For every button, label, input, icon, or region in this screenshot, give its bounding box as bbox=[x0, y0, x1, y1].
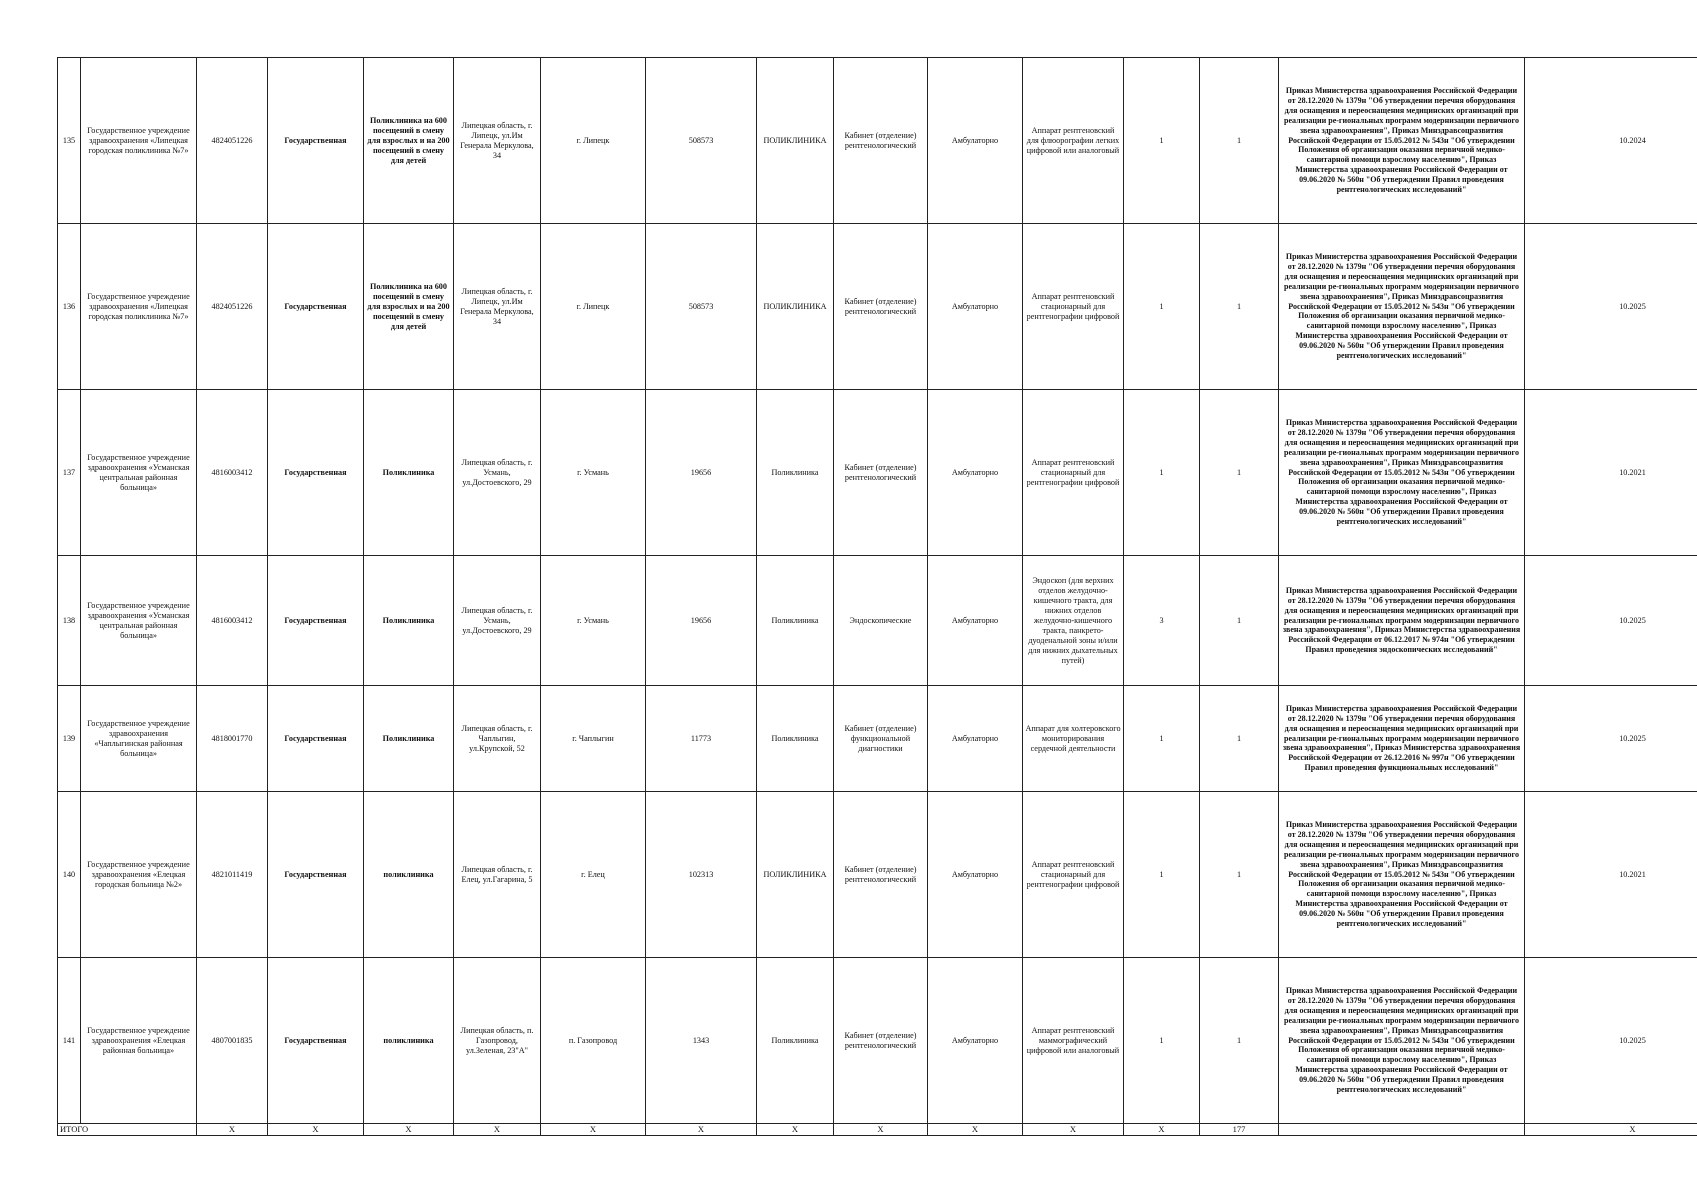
inn-cell: 4816003412 bbox=[197, 556, 268, 686]
legal-basis-cell: Приказ Министерства здравоохранения Российской Федерации от 28.12.2020 № 1379н "Об утверждении перечня оборудования для оснащения и переоснащения медицинских организаций при реализации ре-гиональных программ модернизации первичного звена здравоохранения", Приказ Минздравсоцразвития Российской Федерации от 15.05.2012 № 543н "Об утверждении Положения об организации оказания первичной медико-санитарной помощи взрослому населению", Приказ Министерства здравоохранения Российской Федерации от 09.06.2020 № 560н "Об утверждении Правил проведения рентгенологических исследований" bbox=[1279, 224, 1525, 390]
row-number: 136 bbox=[58, 224, 81, 390]
address-cell: Липецкая область, п. Газопровод, ул.Зеленая, 23"А" bbox=[454, 958, 541, 1124]
department-cell: Кабинет (отделение) рентгенологический bbox=[834, 958, 928, 1124]
care-form-cell: Амбулаторно bbox=[928, 58, 1023, 224]
date-cell: 10.2021 bbox=[1525, 390, 1697, 556]
organization-name: Государственное учреждение здравоохранения «Липецкая городская поликлиника №7» bbox=[81, 224, 197, 390]
total-care-form: X bbox=[928, 1124, 1023, 1136]
inn-cell: 4821011419 bbox=[197, 792, 268, 958]
facility-type-cell: Поликлиника bbox=[364, 556, 454, 686]
row-number: 137 bbox=[58, 390, 81, 556]
total-label: ИТОГО bbox=[58, 1124, 197, 1136]
row-number: 141 bbox=[58, 958, 81, 1124]
care-form-cell: Амбулаторно bbox=[928, 390, 1023, 556]
ownership-cell: Государственная bbox=[268, 686, 364, 792]
ownership-cell: Государственная bbox=[268, 958, 364, 1124]
total-unit-type: X bbox=[757, 1124, 834, 1136]
locality-cell: г. Липецк bbox=[541, 224, 646, 390]
quantity-a-cell: 1 bbox=[1124, 958, 1200, 1124]
row-number: 135 bbox=[58, 58, 81, 224]
legal-basis-cell: Приказ Министерства здравоохранения Российской Федерации от 28.12.2020 № 1379н "Об утверждении перечня оборудования для оснащения и переоснащения медицинских организаций при реализации ре-гиональных программ модернизации первичного звена здравоохранения", Приказ Минздравсоцразвития Российской Федерации от 15.05.2012 № 543н "Об утверждении Положения об организации оказания первичной медико-санитарной помощи взрослому населению", Приказ Министерства здравоохранения Российской Федерации от 09.06.2020 № 560н "Об утверждении Правил проведения рентгенологических исследований" bbox=[1279, 58, 1525, 224]
inn-cell: 4824051226 bbox=[197, 58, 268, 224]
population-cell: 19656 bbox=[646, 556, 757, 686]
population-cell: 102313 bbox=[646, 792, 757, 958]
document-sheet bbox=[57, 57, 1646, 1136]
date-cell: 10.2024 bbox=[1525, 58, 1697, 224]
ownership-cell: Государственная bbox=[268, 58, 364, 224]
quantity-a-cell: 1 bbox=[1124, 390, 1200, 556]
total-qty-a: X bbox=[1124, 1124, 1200, 1136]
locality-cell: г. Усмань bbox=[541, 390, 646, 556]
unit-type-cell: Поликлиника bbox=[757, 686, 834, 792]
date-cell: 10.2025 bbox=[1525, 556, 1697, 686]
facility-type-cell: поликлиника bbox=[364, 958, 454, 1124]
equipment-cell: Эндоскоп (для верхних отделов желудочно-кишечного тракта, для нижних отделов желудочно-кишечного тракта, панкрето-дуоденальной зоны и/или для нижних дыхательных путей) bbox=[1023, 556, 1124, 686]
table-body bbox=[58, 58, 1697, 1124]
locality-cell: г. Чаплыгин bbox=[541, 686, 646, 792]
total-facility: X bbox=[364, 1124, 454, 1136]
equipment-table bbox=[57, 57, 1697, 1136]
unit-type-cell: ПОЛИКЛИНИКА bbox=[757, 58, 834, 224]
unit-type-cell: Поликлиника bbox=[757, 556, 834, 686]
table-row bbox=[58, 556, 1697, 686]
total-department: X bbox=[834, 1124, 928, 1136]
locality-cell: г. Липецк bbox=[541, 58, 646, 224]
row-number: 138 bbox=[58, 556, 81, 686]
facility-type-cell: Поликлиника на 600 посещений в смену для взрослых и на 200 посещений в смену для детей bbox=[364, 224, 454, 390]
date-cell: 10.2021 bbox=[1525, 792, 1697, 958]
care-form-cell: Амбулаторно bbox=[928, 556, 1023, 686]
inn-cell: 4807001835 bbox=[197, 958, 268, 1124]
department-cell: Кабинет (отделение) рентгенологический bbox=[834, 792, 928, 958]
row-number: 139 bbox=[58, 686, 81, 792]
date-cell: 10.2025 bbox=[1525, 686, 1697, 792]
ownership-cell: Государственная bbox=[268, 556, 364, 686]
total-locality: X bbox=[541, 1124, 646, 1136]
equipment-cell: Аппарат рентгеновский для флюорографии легких цифровой или аналоговый bbox=[1023, 58, 1124, 224]
total-row bbox=[58, 1124, 1697, 1136]
department-cell: Эндоскопические bbox=[834, 556, 928, 686]
quantity-b-cell: 1 bbox=[1200, 958, 1279, 1124]
unit-type-cell: Поликлиника bbox=[757, 958, 834, 1124]
quantity-b-cell: 1 bbox=[1200, 58, 1279, 224]
equipment-cell: Аппарат рентгеновский стационарный для рентгенографии цифровой bbox=[1023, 390, 1124, 556]
population-cell: 1343 bbox=[646, 958, 757, 1124]
organization-name: Государственное учреждение здравоохранения «Елецкая районная больница» bbox=[81, 958, 197, 1124]
locality-cell: г. Елец bbox=[541, 792, 646, 958]
locality-cell: г. Усмань bbox=[541, 556, 646, 686]
address-cell: Липецкая область, г. Елец, ул.Гагарина, 5 bbox=[454, 792, 541, 958]
table-row bbox=[58, 958, 1697, 1124]
ownership-cell: Государственная bbox=[268, 224, 364, 390]
total-date: X bbox=[1525, 1124, 1697, 1136]
facility-type-cell: поликлиника bbox=[364, 792, 454, 958]
legal-basis-cell: Приказ Министерства здравоохранения Российской Федерации от 28.12.2020 № 1379н "Об утверждении перечня оборудования для оснащения и переоснащения медицинских организаций при реализации ре-гиональных программ модернизации первичного звена здравоохранения", Приказ Министерства здравоохранения Российской Федерации от 06.12.2017 № 974н "Об утверждении Правил проведения эндоскопических исследований" bbox=[1279, 556, 1525, 686]
department-cell: Кабинет (отделение) рентгенологический bbox=[834, 58, 928, 224]
population-cell: 19656 bbox=[646, 390, 757, 556]
organization-name: Государственное учреждение здравоохранения «Усманская центральная районная больница» bbox=[81, 556, 197, 686]
total-population: X bbox=[646, 1124, 757, 1136]
inn-cell: 4818001770 bbox=[197, 686, 268, 792]
total-qty-b: 177 bbox=[1200, 1124, 1279, 1136]
department-cell: Кабинет (отделение) функциональной диагностики bbox=[834, 686, 928, 792]
inn-cell: 4824051226 bbox=[197, 224, 268, 390]
equipment-cell: Аппарат для холтеровского мониторирования сердечной деятельности bbox=[1023, 686, 1124, 792]
quantity-a-cell: 3 bbox=[1124, 556, 1200, 686]
organization-name: Государственное учреждение здравоохранения «Елецкая городская больница №2» bbox=[81, 792, 197, 958]
table-row bbox=[58, 390, 1697, 556]
unit-type-cell: ПОЛИКЛИНИКА bbox=[757, 224, 834, 390]
quantity-b-cell: 1 bbox=[1200, 556, 1279, 686]
legal-basis-cell: Приказ Министерства здравоохранения Российской Федерации от 28.12.2020 № 1379н "Об утверждении перечня оборудования для оснащения и переоснащения медицинских организаций при реализации ре-гиональных программ модернизации первичного звена здравоохранения", Приказ Минздравсоцразвития Российской Федерации от 15.05.2012 № 543н "Об утверждении Положения об организации оказания первичной медико-санитарной помощи взрослому населению", Приказ Министерства здравоохранения Российской Федерации от 09.06.2020 № 560н "Об утверждении Правил проведения рентгенологических исследований" bbox=[1279, 958, 1525, 1124]
quantity-b-cell: 1 bbox=[1200, 390, 1279, 556]
locality-cell: п. Газопровод bbox=[541, 958, 646, 1124]
quantity-a-cell: 1 bbox=[1124, 686, 1200, 792]
address-cell: Липецкая область, г. Усмань, ул.Достоевского, 29 bbox=[454, 390, 541, 556]
table-row bbox=[58, 58, 1697, 224]
total-ownership: X bbox=[268, 1124, 364, 1136]
unit-type-cell: Поликлиника bbox=[757, 390, 834, 556]
inn-cell: 4816003412 bbox=[197, 390, 268, 556]
equipment-cell: Аппарат рентгеновский маммографический цифровой или аналоговый bbox=[1023, 958, 1124, 1124]
care-form-cell: Амбулаторно bbox=[928, 686, 1023, 792]
department-cell: Кабинет (отделение) рентгенологический bbox=[834, 390, 928, 556]
department-cell: Кабинет (отделение) рентгенологический bbox=[834, 224, 928, 390]
quantity-a-cell: 1 bbox=[1124, 224, 1200, 390]
table-row bbox=[58, 224, 1697, 390]
table-row bbox=[58, 686, 1697, 792]
facility-type-cell: Поликлиника на 600 посещений в смену для взрослых и на 200 посещений в смену для детей bbox=[364, 58, 454, 224]
facility-type-cell: Поликлиника bbox=[364, 390, 454, 556]
quantity-a-cell: 1 bbox=[1124, 792, 1200, 958]
unit-type-cell: ПОЛИКЛИНИКА bbox=[757, 792, 834, 958]
address-cell: Липецкая область, г. Чаплыгин, ул.Крупской, 52 bbox=[454, 686, 541, 792]
total-inn: X bbox=[197, 1124, 268, 1136]
organization-name: Государственное учреждение здравоохранения «Чаплыгинская районная больница» bbox=[81, 686, 197, 792]
total-basis bbox=[1279, 1124, 1525, 1136]
total-address: X bbox=[454, 1124, 541, 1136]
organization-name: Государственное учреждение здравоохранения «Липецкая городская поликлиника №7» bbox=[81, 58, 197, 224]
date-cell: 10.2025 bbox=[1525, 958, 1697, 1124]
address-cell: Липецкая область, г. Липецк, ул.Им Генерала Меркулова, 34 bbox=[454, 224, 541, 390]
quantity-b-cell: 1 bbox=[1200, 224, 1279, 390]
ownership-cell: Государственная bbox=[268, 390, 364, 556]
date-cell: 10.2025 bbox=[1525, 224, 1697, 390]
population-cell: 11773 bbox=[646, 686, 757, 792]
population-cell: 508573 bbox=[646, 224, 757, 390]
population-cell: 508573 bbox=[646, 58, 757, 224]
ownership-cell: Государственная bbox=[268, 792, 364, 958]
row-number: 140 bbox=[58, 792, 81, 958]
legal-basis-cell: Приказ Министерства здравоохранения Российской Федерации от 28.12.2020 № 1379н "Об утверждении перечня оборудования для оснащения и переоснащения медицинских организаций при реализации ре-гиональных программ модернизации первичного звена здравоохранения", Приказ Минздравсоцразвития Российской Федерации от 15.05.2012 № 543н "Об утверждении Положения об организации оказания первичной медико-санитарной помощи взрослому населению", Приказ Министерства здравоохранения Российской Федерации от 09.06.2020 № 560н "Об утверждении Правил проведения рентгенологических исследований" bbox=[1279, 390, 1525, 556]
total-equipment: X bbox=[1023, 1124, 1124, 1136]
legal-basis-cell: Приказ Министерства здравоохранения Российской Федерации от 28.12.2020 № 1379н "Об утверждении перечня оборудования для оснащения и переоснащения медицинских организаций при реализации ре-гиональных программ модернизации первичного звена здравоохранения", Приказ Минздравсоцразвития Российской Федерации от 15.05.2012 № 543н "Об утверждении Положения об организации оказания первичной медико-санитарной помощи взрослому населению", Приказ Министерства здравоохранения Российской Федерации от 09.06.2020 № 560н "Об утверждении Правил проведения рентгенологических исследований" bbox=[1279, 792, 1525, 958]
care-form-cell: Амбулаторно bbox=[928, 958, 1023, 1124]
facility-type-cell: Поликлиника bbox=[364, 686, 454, 792]
quantity-b-cell: 1 bbox=[1200, 686, 1279, 792]
equipment-cell: Аппарат рентгеновский стационарный для рентгенографии цифровой bbox=[1023, 792, 1124, 958]
table-footer bbox=[58, 1124, 1697, 1136]
organization-name: Государственное учреждение здравоохранения «Усманская центральная районная больница» bbox=[81, 390, 197, 556]
address-cell: Липецкая область, г. Усмань, ул.Достоевского, 29 bbox=[454, 556, 541, 686]
table-row bbox=[58, 792, 1697, 958]
care-form-cell: Амбулаторно bbox=[928, 224, 1023, 390]
legal-basis-cell: Приказ Министерства здравоохранения Российской Федерации от 28.12.2020 № 1379н "Об утверждении перечня оборудования для оснащения и переоснащения медицинских организаций при реализации ре-гиональных программ модернизации первичного звена здравоохранения", Приказ Министерства здравоохранения Российской Федерации от 26.12.2016 № 997н "Об утверждении Правил проведения функциональных исследований" bbox=[1279, 686, 1525, 792]
care-form-cell: Амбулаторно bbox=[928, 792, 1023, 958]
equipment-cell: Аппарат рентгеновский стационарный для рентгенографии цифровой bbox=[1023, 224, 1124, 390]
address-cell: Липецкая область, г. Липецк, ул.Им Генерала Меркулова, 34 bbox=[454, 58, 541, 224]
quantity-a-cell: 1 bbox=[1124, 58, 1200, 224]
quantity-b-cell: 1 bbox=[1200, 792, 1279, 958]
